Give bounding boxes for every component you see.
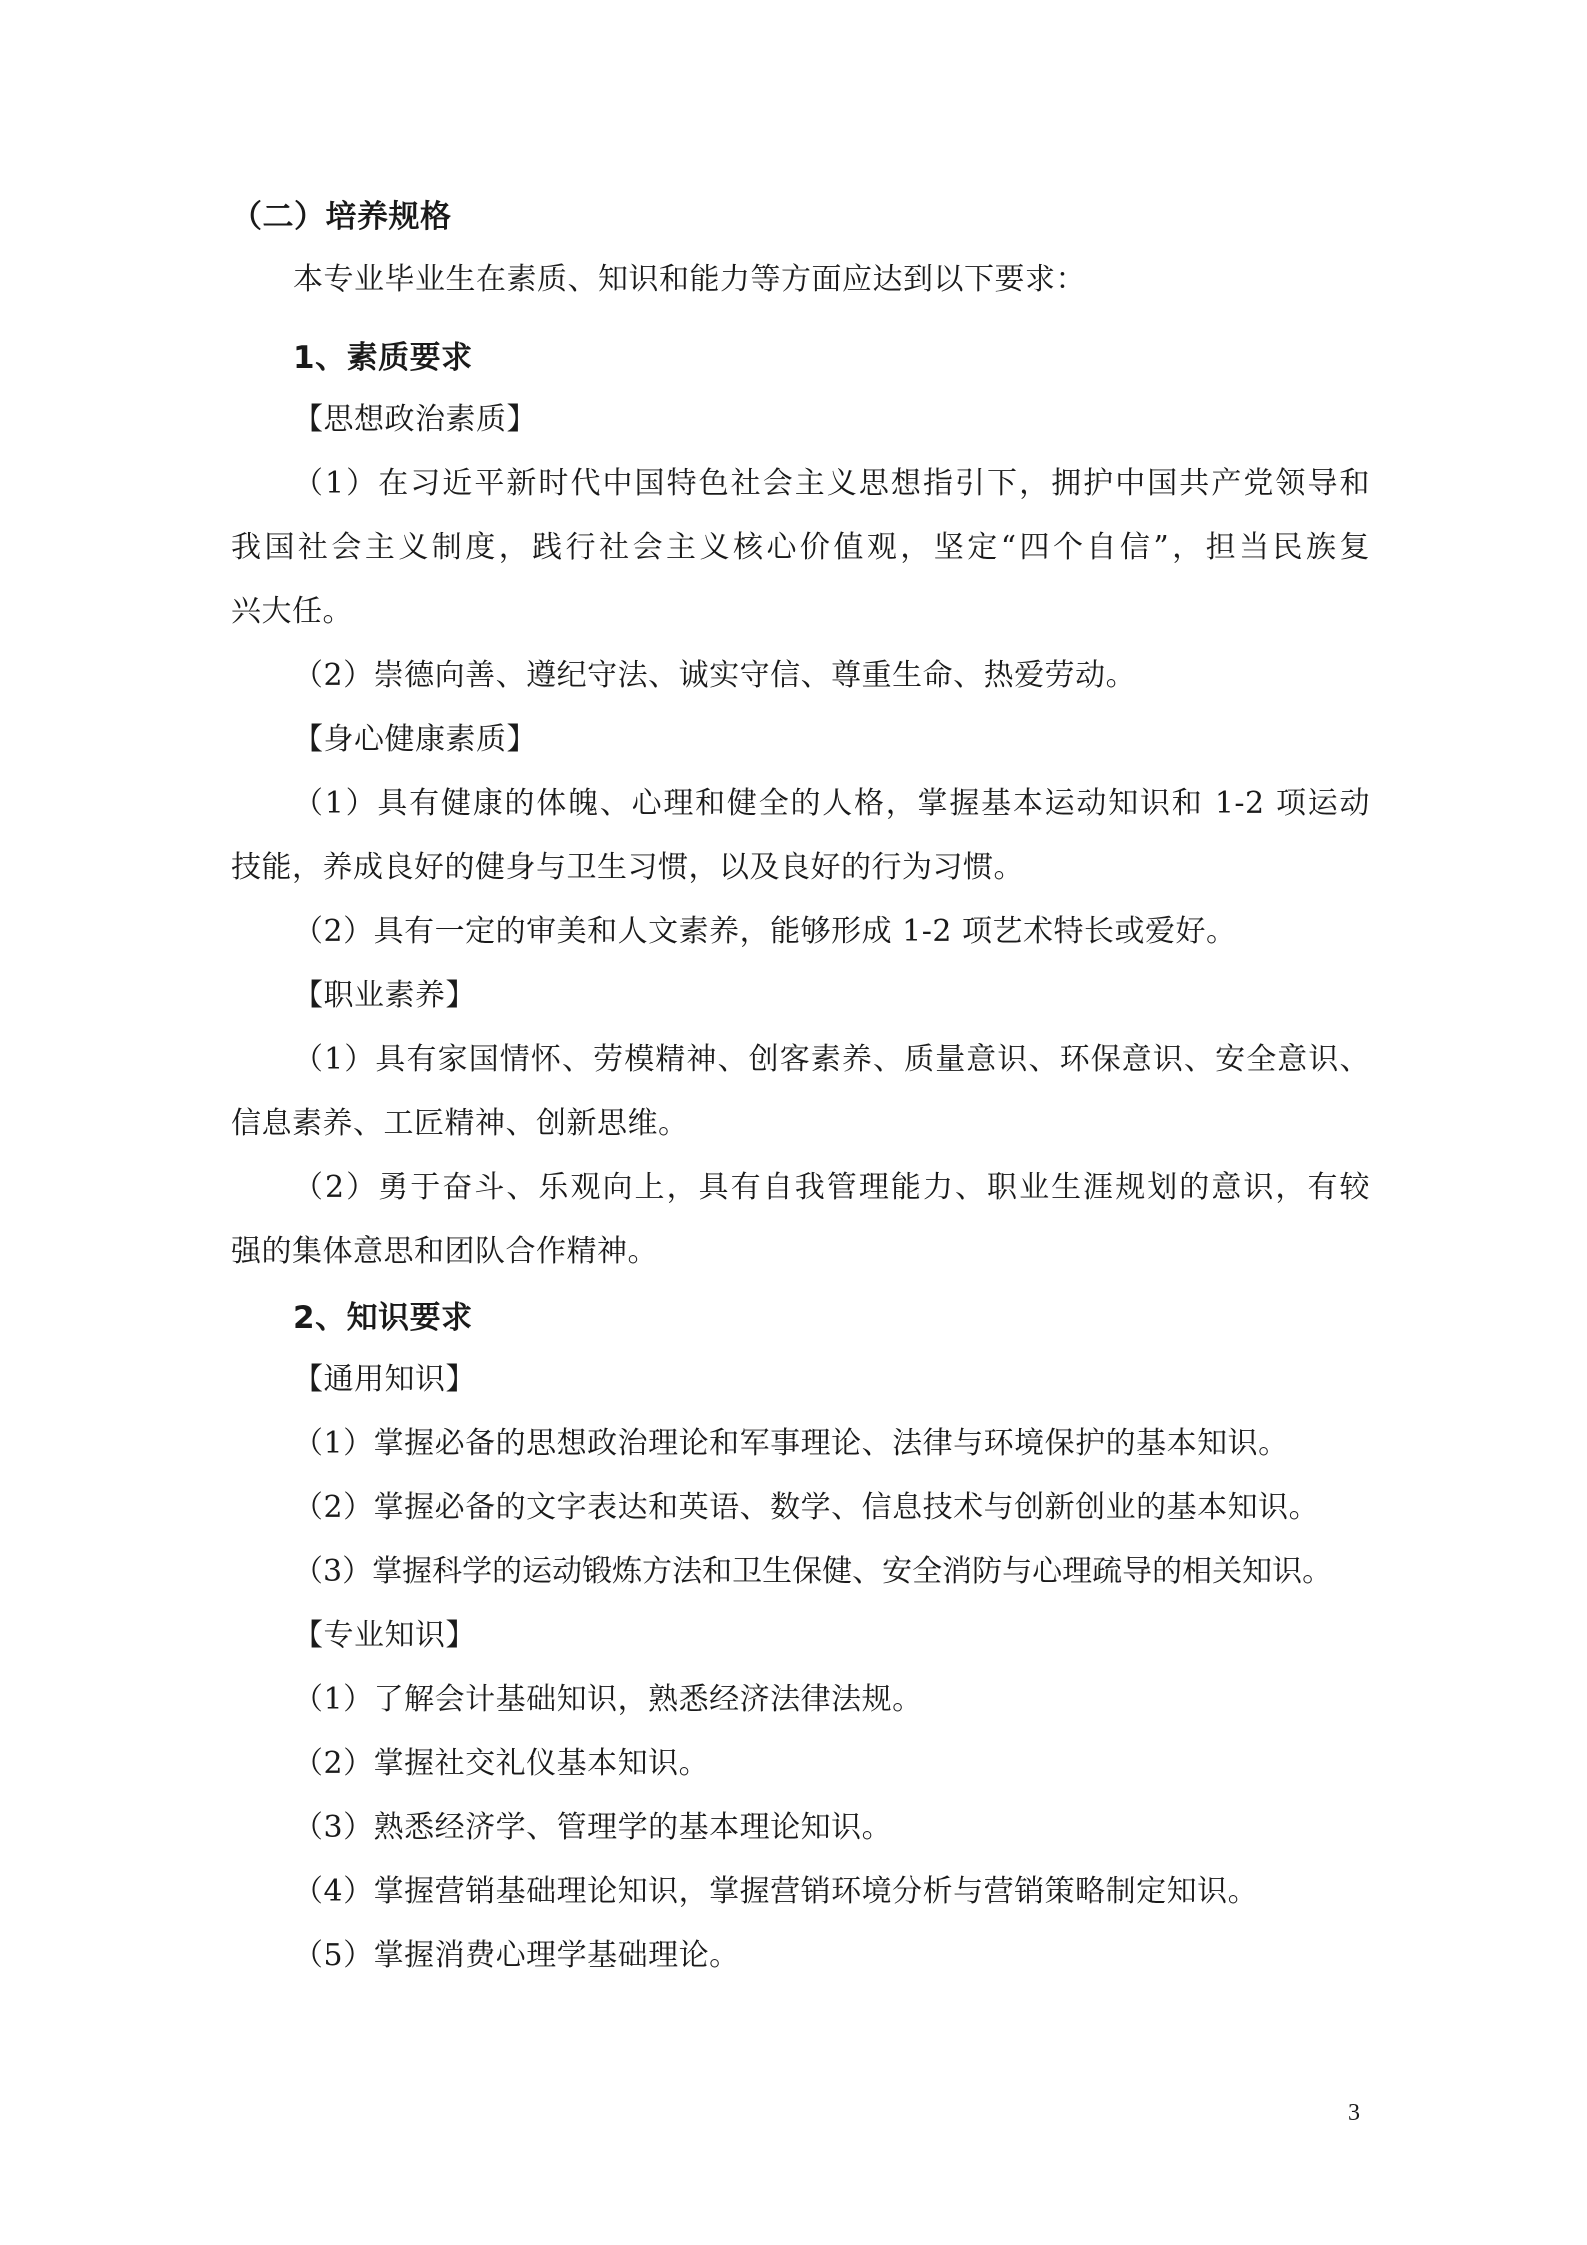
ideology-item1-line1: （1）在习近平新时代中国特色社会主义思想指引下，拥护中国共产党领导和 [293, 466, 1370, 501]
ideology-item1-line3: 兴大任。 [231, 594, 353, 629]
quality-heading: 1、素质要求 [293, 340, 473, 376]
knowledge-heading: 2、知识要求 [293, 1300, 473, 1336]
specialized-knowledge-item3: （3）熟悉经济学、管理学的基本理论知识。 [293, 1810, 893, 1845]
professional-item2-line1: （2）勇于奋斗、乐观向上，具有自我管理能力、职业生涯规划的意识，有较 [293, 1170, 1370, 1205]
professional-item1-line2: 信息素养、工匠精神、创新思维。 [231, 1106, 689, 1141]
specialized-knowledge-item1: （1）了解会计基础知识，熟悉经济法律法规。 [293, 1682, 923, 1717]
ideology-label: 【思想政治素质】 [293, 402, 537, 437]
professional-label: 【职业素养】 [293, 978, 476, 1013]
specialized-knowledge-item2: （2）掌握社交礼仪基本知识。 [293, 1746, 710, 1781]
section-title: （二）培养规格 [231, 199, 452, 235]
professional-item2-line2: 强的集体意思和团队合作精神。 [231, 1234, 658, 1269]
health-item1-line1: （1）具有健康的体魄、心理和健全的人格，掌握基本运动知识和 1-2 项运动 [293, 786, 1370, 821]
intro-paragraph: 本专业毕业生在素质、知识和能力等方面应达到以下要求： [293, 262, 1086, 297]
general-knowledge-item3: （3）掌握科学的运动锻炼方法和卫生保健、安全消防与心理疏导的相关知识。 [293, 1554, 1333, 1589]
ideology-item1-line2: 我国社会主义制度，践行社会主义核心价值观，坚定“四个自信”，担当民族复 [231, 530, 1370, 565]
general-knowledge-item1: （1）掌握必备的思想政治理论和军事理论、法律与环境保护的基本知识。 [293, 1426, 1289, 1461]
health-item1-line2: 技能，养成良好的健身与卫生习惯，以及良好的行为习惯。 [231, 850, 1024, 885]
health-item2: （2）具有一定的审美和人文素养，能够形成 1-2 项艺术特长或爱好。 [293, 914, 1237, 949]
ideology-item2: （2）崇德向善、遵纪守法、诚实守信、尊重生命、热爱劳动。 [293, 658, 1137, 693]
page-number: 3 [1348, 2100, 1360, 2126]
general-knowledge-label: 【通用知识】 [293, 1362, 476, 1397]
specialized-knowledge-item5: （5）掌握消费心理学基础理论。 [293, 1938, 740, 1973]
specialized-knowledge-label: 【专业知识】 [293, 1618, 476, 1653]
professional-item1-line1: （1）具有家国情怀、劳模精神、创客素养、质量意识、环保意识、安全意识、 [293, 1042, 1370, 1077]
specialized-knowledge-item4: （4）掌握营销基础理论知识，掌握营销环境分析与营销策略制定知识。 [293, 1874, 1259, 1909]
general-knowledge-item2: （2）掌握必备的文字表达和英语、数学、信息技术与创新创业的基本知识。 [293, 1490, 1320, 1525]
health-label: 【身心健康素质】 [293, 722, 537, 757]
